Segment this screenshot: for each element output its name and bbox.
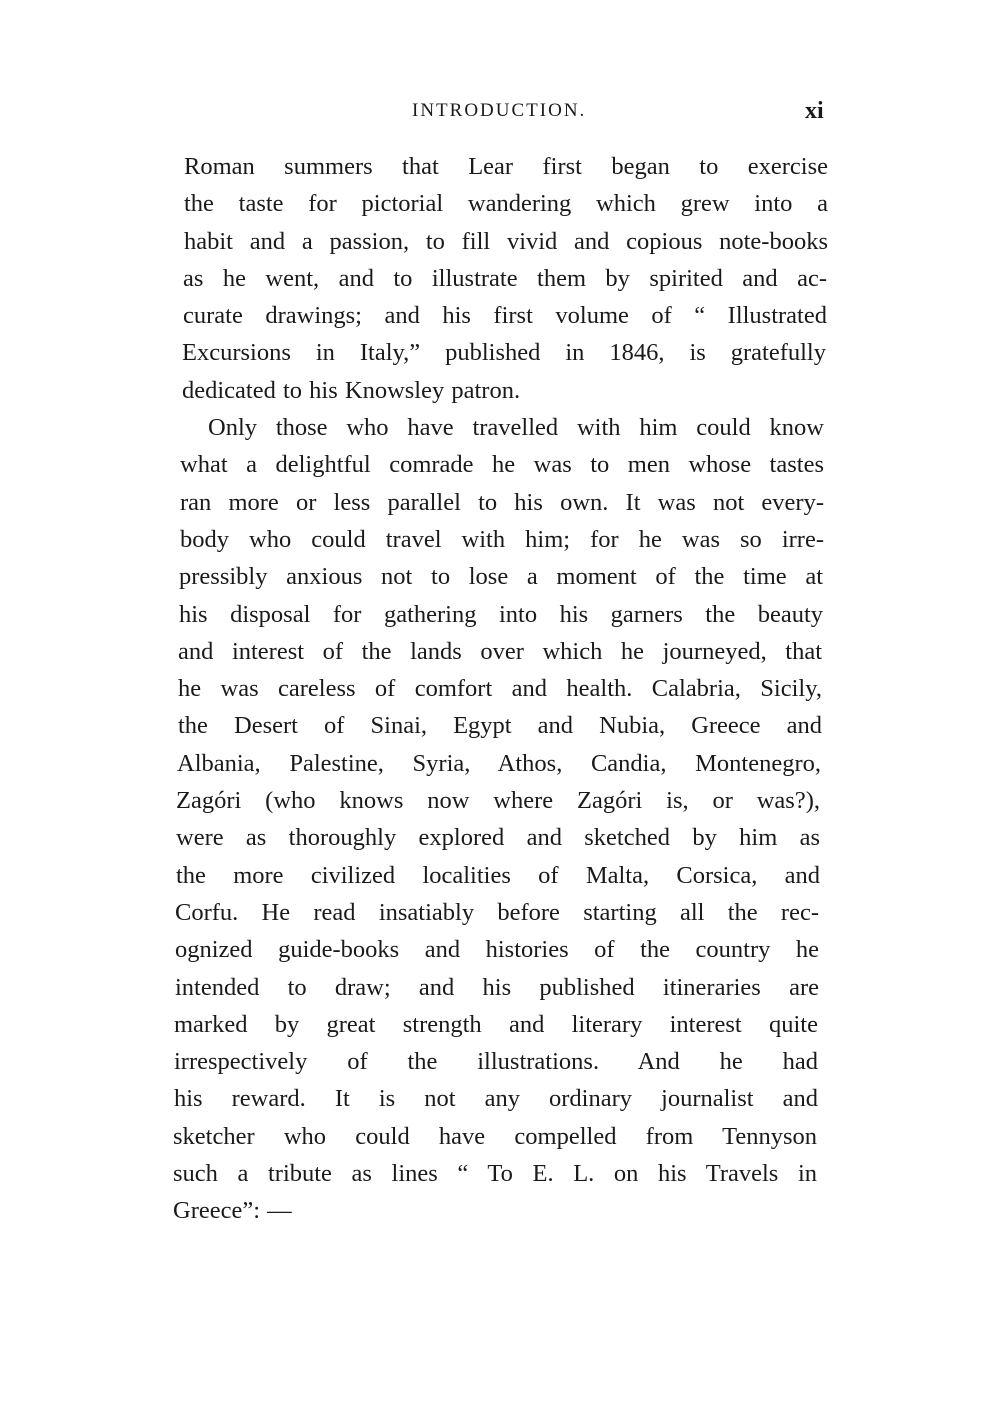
text-line: as he went, and to illustrate them by spirited and ac- bbox=[183, 264, 827, 292]
text-line: Roman summers that Lear first began to exercise bbox=[184, 153, 828, 180]
text-line: Corfu. He read insatiably before starting all the rec- bbox=[175, 898, 819, 926]
text-line: habit and a passion, to fill vivid and copious note-books bbox=[184, 227, 828, 255]
text-line: he was careless of comfort and health. Calabria, Sicily, bbox=[178, 675, 822, 703]
text-line: the Desert of Sinai, Egypt and Nubia, Greece and bbox=[178, 712, 822, 740]
text-line: what a delightful comrade he was to men whose tastes bbox=[180, 451, 824, 479]
text-line: pressibly anxious not to lose a moment of the time at bbox=[179, 563, 823, 591]
text-line: Excursions in Italy,” published in 1846, is gratefully bbox=[182, 339, 826, 367]
running-title: INTRODUCTION. bbox=[412, 100, 587, 121]
text-line: Zagóri (who knows now where Zagóri is, or was?), bbox=[176, 787, 820, 815]
text-line: irrespectively of the illustrations. And he had bbox=[174, 1048, 818, 1076]
text-line: marked by great strength and literary interest quite bbox=[174, 1010, 818, 1038]
text-line: Only those who have travelled with him could know bbox=[208, 414, 824, 442]
text-line: were as thoroughly explored and sketched by him as bbox=[176, 824, 820, 852]
text-line: body who could travel with him; for he was so irre- bbox=[180, 525, 824, 553]
text-line: the more civilized localities of Malta, Corsica, and bbox=[176, 861, 820, 889]
text-line: Albania, Palestine, Syria, Athos, Candia, Montenegro, bbox=[177, 749, 821, 777]
text-line: his disposal for gathering into his garners the beauty bbox=[179, 600, 823, 628]
text-line: dedicated to his Knowsley patron. bbox=[182, 376, 521, 404]
text-line: the taste for pictorial wandering which grew into a bbox=[184, 190, 828, 218]
text-line: ognized guide-books and histories of the country he bbox=[175, 936, 819, 964]
body-text bbox=[170, 148, 830, 1230]
page-number: xi bbox=[805, 98, 824, 124]
text-line: curate drawings; and his first volume of “ Illustrated bbox=[183, 302, 827, 330]
text-line: his reward. It is not any ordinary journalist and bbox=[174, 1085, 818, 1113]
text-line: intended to draw; and his published itineraries are bbox=[175, 973, 819, 1001]
running-head bbox=[0, 96, 1000, 136]
text-line: and interest of the lands over which he journeyed, that bbox=[178, 637, 822, 665]
text-line: such a tribute as lines “ To E. L. on his Travels in bbox=[173, 1160, 817, 1188]
text-line: sketcher who could have compelled from Tennyson bbox=[173, 1122, 817, 1150]
text-line: ran more or less parallel to his own. It was not every- bbox=[180, 488, 824, 516]
text-line: Greece”: — bbox=[173, 1197, 292, 1225]
paragraph-2 bbox=[170, 409, 830, 1230]
paragraph-1 bbox=[170, 148, 830, 409]
